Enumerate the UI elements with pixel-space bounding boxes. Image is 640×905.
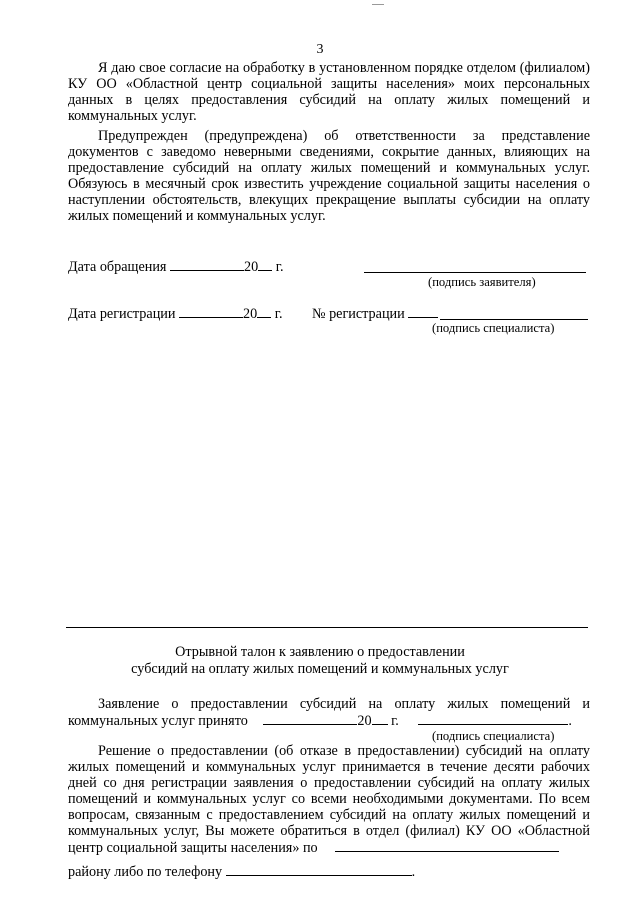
tear-off-specialist-caption: (подпись специалиста) [432,729,555,743]
decision-paragraph [68,743,590,856]
decision-text: Решение о предоставлении (об отказе в предоставлении) субсидий на оплату жилых помещений и коммунальных услуг принимается в течение десяти рабочих дней со дня регистрации заявления о предоставлении субсидий на оплату жилых помещений и коммунальных услуг со всеми необходимыми документами. По всем вопросам, связанным с предоставлением субсидий на оплату жилых помещений и коммунальных услуг, Вы можете обратиться в отдел (филиал) КУ ОО «Областной центр социальной защиты населения» по [68,743,590,856]
warning-paragraph: Предупрежден (предупреждена) об ответственности за представление документов с заведомо неверными сведениями, сокрытие данных, влияющих на предоставление субсидий на оплату жилых помещений и коммунальных услуг. Обязуюсь в месячный срок известить учреждение социальной защиты населения о наступлении обстоятельств, влекущих прекращение выплаты субсидии на оплату жилых помещений и коммунальных услуг. [68,128,590,224]
phone-end-dot: . [411,864,416,880]
applicant-signature-line[interactable] [364,272,586,273]
phone-blank[interactable] [226,863,412,876]
registration-number-blank[interactable] [408,305,438,318]
accepted-year-blank[interactable] [372,712,388,725]
accepted-line1: Заявление о предоставлении субсидий на оплату жилых помещений и [98,696,590,712]
application-date-year-suffix: г. [275,259,284,275]
registration-date-year-suffix: г. [274,306,283,322]
application-date-year-prefix: 20 [244,259,259,275]
tear-off-title-line1: Отрывной талон к заявлению о предоставлении [175,644,465,660]
application-date-label: Дата обращения [68,259,167,275]
application-year-blank[interactable] [258,258,272,271]
application-date-row [68,258,284,276]
accepted-date-blank[interactable] [263,712,357,725]
specialist-signature-caption: (подпись специалиста) [432,321,555,335]
applicant-signature-caption: (подпись заявителя) [428,275,536,289]
application-date-blank[interactable] [170,258,244,271]
scan-mark [372,4,384,5]
registration-date-row [68,305,283,323]
registration-date-blank[interactable] [179,305,243,318]
accepted-end-dot: . [568,713,572,729]
accepted-year-suffix: г. [391,713,399,729]
registration-number-row [312,305,438,323]
registration-number-label: № регистрации [312,306,405,322]
specialist-signature-line[interactable] [440,319,588,320]
registration-date-year-prefix: 20 [243,306,258,322]
accepted-text: коммунальных услуг принято [68,713,248,729]
district-blank[interactable] [335,839,559,852]
page-number: 3 [316,42,324,57]
registration-year-blank[interactable] [257,305,271,318]
consent-paragraph: Я даю свое согласие на обработку в установленном порядке отделом (филиалом) КУ ОО «Областной центр социальной защиты населения» моих персональных данных в целях предоставления субсидий на оплату жилых помещений и коммунальных услуг. [68,60,590,124]
accepted-line2 [68,712,572,730]
accepted-year-prefix: 20 [357,713,372,729]
accepted-signature-blank[interactable] [418,712,568,725]
tear-off-title-line2: субсидий на оплату жилых помещений и коммунальных услуг [131,661,509,677]
tear-off-divider [66,627,588,628]
district-phone-row [68,863,415,881]
district-phone-text: району либо по телефону [68,864,223,880]
registration-date-label: Дата регистрации [68,306,176,322]
